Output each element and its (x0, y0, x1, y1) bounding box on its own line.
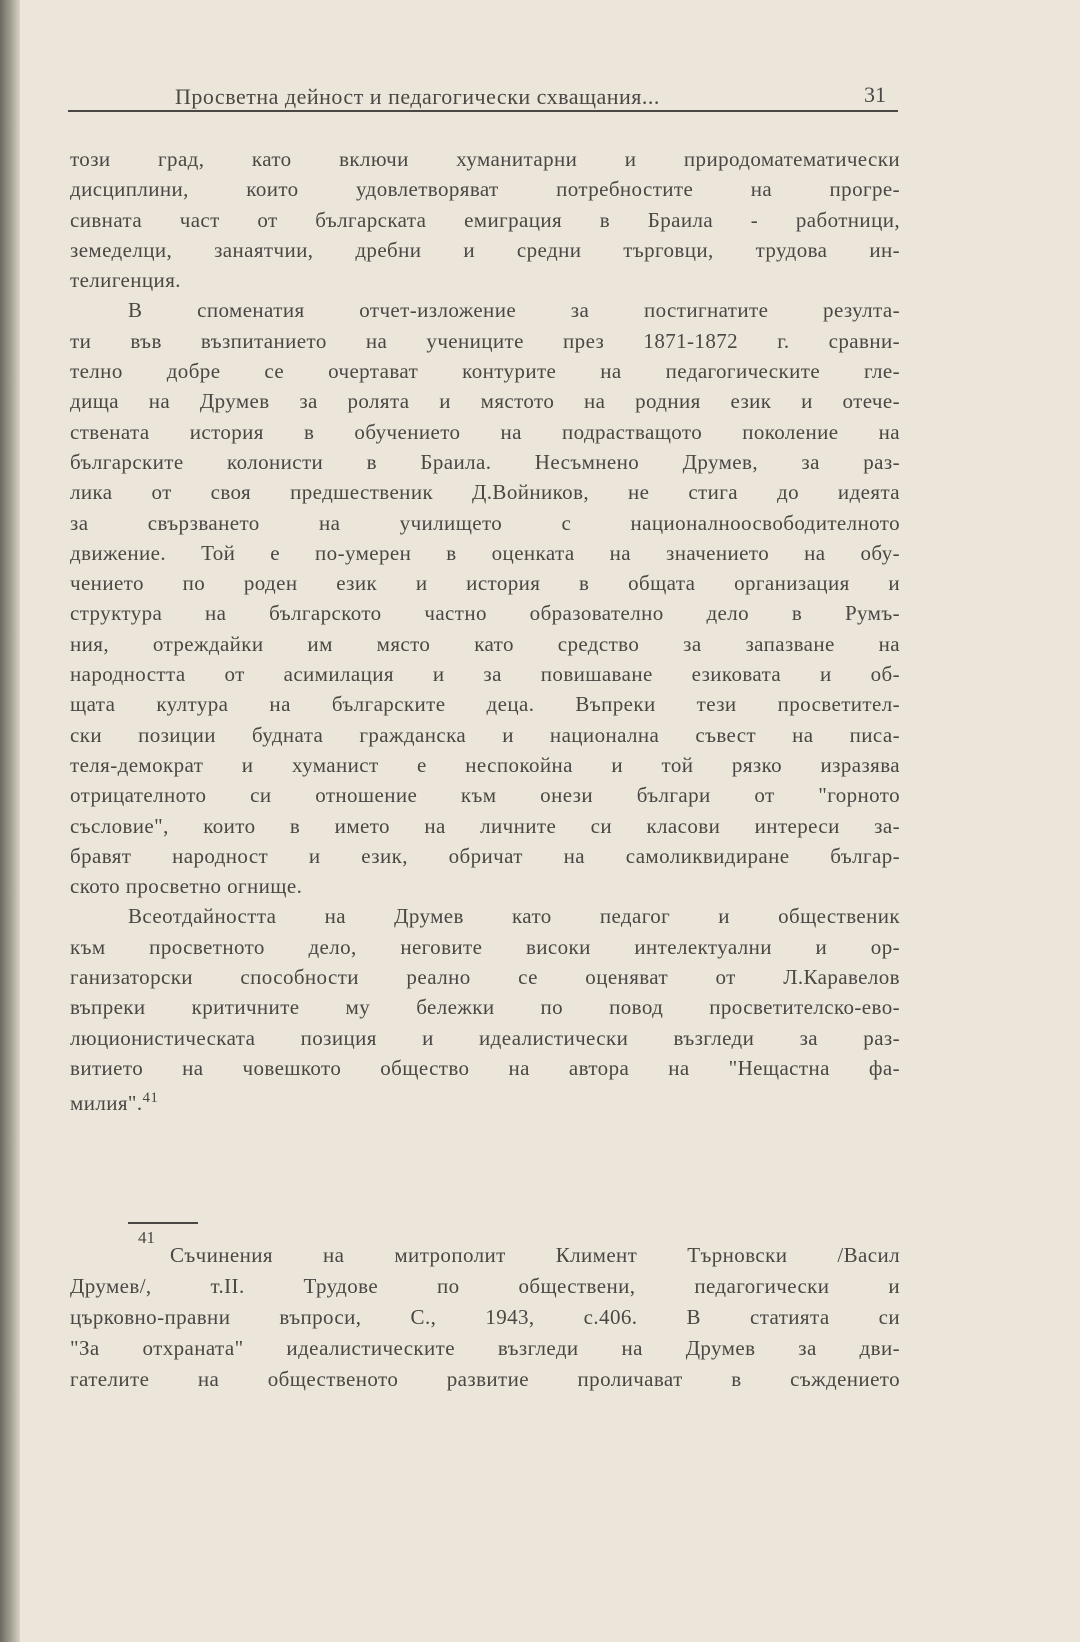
text-line (70, 750, 900, 780)
text-line (70, 720, 900, 750)
line-text: щата култура на българските деца. Въпреки тези просветител- (70, 692, 900, 717)
line-text: телно добре се очертават контурите на педагогическите гле- (70, 359, 900, 384)
line-text: ски позиции будната гражданска и национална съвест на писа- (70, 722, 900, 747)
line-text: ското просветно огнище. (70, 874, 303, 899)
text-line (70, 538, 900, 568)
text-line (70, 901, 900, 931)
line-text: люционистическата позиция и идеалистически възгледи за раз- (70, 1025, 900, 1050)
text-line (70, 265, 900, 295)
line-text: за свързването на училището с националноосвободителното (70, 510, 900, 535)
footnote-line: Съчинения на митрополит Климент Търновски /Васил (170, 1243, 900, 1267)
text-line (70, 1023, 900, 1053)
text-line (70, 659, 900, 689)
line-text: отрицателното си отношение към онези българи от "горното (70, 783, 900, 808)
text-line (70, 508, 900, 538)
text-line (70, 629, 900, 659)
text-line (70, 205, 900, 235)
line-text: ганизаторски способности реално се оценяват от Л.Каравелов (70, 965, 900, 990)
text-line (70, 992, 900, 1022)
text-line (70, 235, 900, 265)
text-line (70, 689, 900, 719)
footnote-line: гателите на общественото развитие проличават в съждението (70, 1367, 900, 1391)
text-line (70, 598, 900, 628)
line-text: движение. Той е по-умерен в оценката на значението на обу- (70, 540, 900, 565)
page-number: 31 (864, 82, 886, 107)
footnote-reference[interactable]: 41 (142, 1090, 159, 1107)
line-text: ствената история в обучението на подрастващото поколение на (70, 419, 900, 444)
text-line (70, 477, 900, 507)
text-line (70, 780, 900, 810)
footnote-separator (128, 1222, 198, 1224)
text-line (70, 841, 900, 871)
line-text: ти във възпитанието на учениците през 1871-1872 г. сравни- (70, 328, 900, 353)
line-text: теля-демократ и хуманист е неспокойна и той рязко изразява (70, 752, 900, 777)
line-text: милия". (70, 1091, 143, 1116)
text-line (70, 447, 900, 477)
text-line (70, 144, 900, 174)
footnote-line: Друмев/, т.II. Трудове по обществени, педагогически и (70, 1274, 900, 1298)
line-text: дисциплини, които удовлетворяват потребностите на прогре- (70, 177, 900, 202)
running-header-title: Просветна дейност и педагогически схващания... (175, 84, 660, 109)
text-line (70, 295, 900, 325)
line-text: народността от асимилация и за повишаване езиковата и об- (70, 662, 900, 687)
line-text: телигенция. (70, 268, 181, 293)
line-text: Всеотдайността на Друмев като педагог и общественик (128, 904, 900, 929)
text-line (70, 356, 900, 386)
line-text: бравят народност и език, обричат на самоликвидиране българ- (70, 843, 900, 868)
text-line (70, 568, 900, 598)
text-line (70, 811, 900, 841)
footnote (70, 1240, 900, 1395)
line-text: В споменатия отчет-изложение за постигнатите резулта- (128, 298, 900, 323)
scan-binding-edge (0, 0, 20, 1642)
footnote-line: "За отхраната" идеалистическите възгледи на Друмев за дви- (70, 1336, 900, 1360)
running-header (68, 84, 898, 112)
line-text: българските колонисти в Браила. Несъмнено Друмев, за раз- (70, 449, 900, 474)
line-text: структура на българското частно образователно дело в Румъ- (70, 601, 900, 626)
line-text: лика от своя предшественик Д.Войников, не стига до идеята (70, 480, 900, 505)
line-text: дища на Друмев за ролята и мястото на родния език и отече- (70, 389, 900, 414)
paragraph (70, 144, 900, 295)
paragraph (70, 295, 900, 901)
footnote-number: 41 (138, 1228, 155, 1247)
footnote-line: църковно-правни въпроси, С., 1943, с.406. В статията си (70, 1305, 900, 1329)
line-text: съсловие", които в името на личните си класови интереси за- (70, 813, 900, 838)
line-text: ния, отреждайки им място като средство за запазване на (70, 631, 900, 656)
text-line (70, 174, 900, 204)
line-text: витието на човешкото общество на автора на "Нещастна фа- (70, 1055, 900, 1080)
line-text: земеделци, занаятчии, дребни и средни търговци, трудова ин- (70, 237, 900, 262)
text-line (70, 1083, 900, 1118)
line-text: чението по роден език и история в общата организация и (70, 571, 900, 596)
paragraph (70, 901, 900, 1118)
line-text: въпреки критичните му бележки по повод просветителско-ево- (70, 995, 900, 1020)
text-line (70, 1053, 900, 1083)
text-line (70, 871, 900, 901)
text-line (70, 326, 900, 356)
body-text (70, 144, 900, 1119)
line-text: този град, като включи хуманитарни и природоматематически (70, 147, 900, 171)
line-text: към просветното дело, неговите високи интелектуални и ор- (70, 934, 900, 959)
text-line (70, 386, 900, 416)
line-text: сивната част от българската емиграция в Браила - работници, (70, 207, 900, 232)
text-line (70, 932, 900, 962)
text-line (70, 417, 900, 447)
text-line (70, 962, 900, 992)
